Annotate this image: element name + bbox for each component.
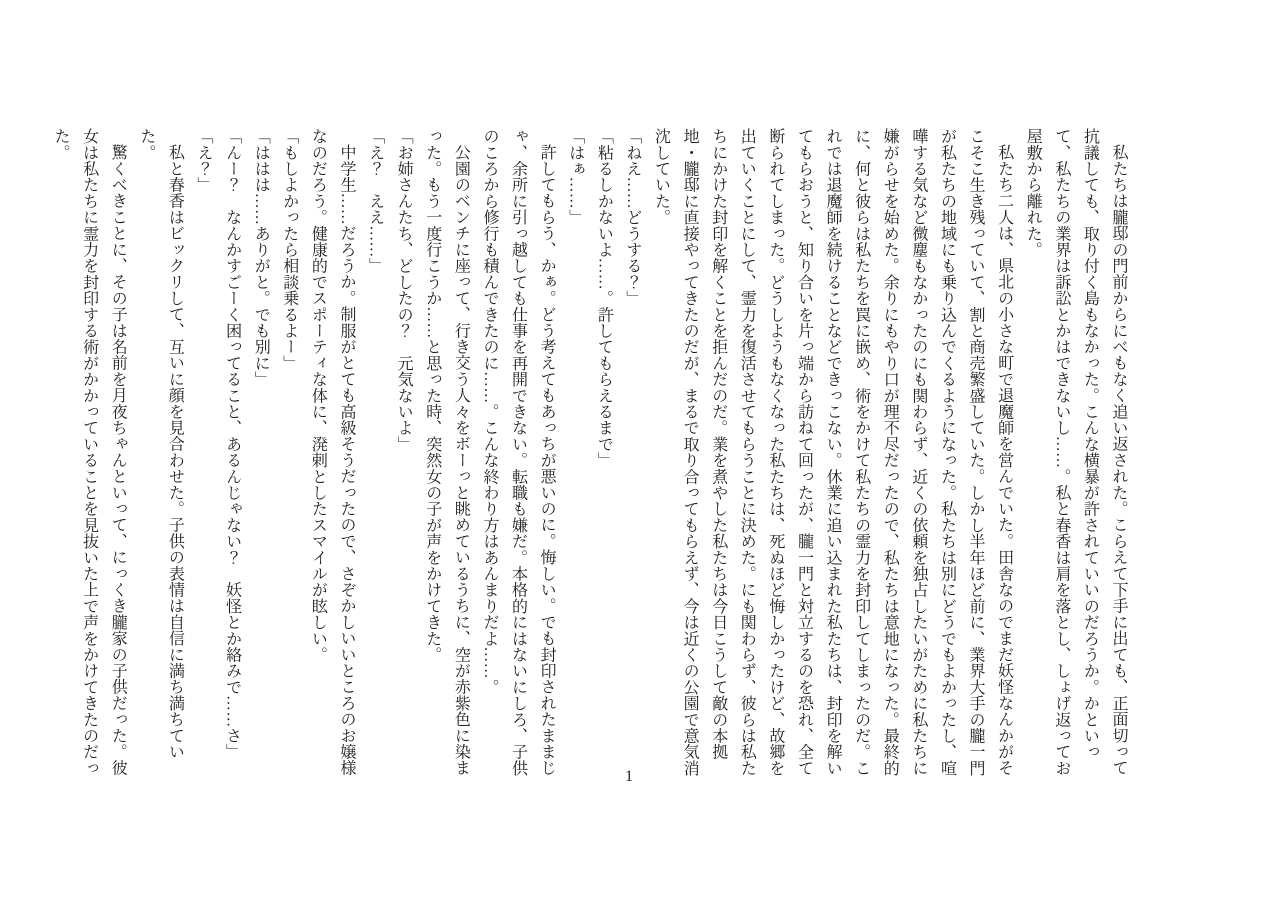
narration-paragraph: 私たち二人は、県北の小さな町で退魔師を営んでいた。田舎なのでまだ妖怪なんかがそこそこ生き残っていて、割と商売繁盛していた。しかし半年ほど前に、業界大手の朧一門が私たちの地域にも乗り込んでくるようになった。私たちは別にどうでもよかったし、喧嘩する気など微塵もなかったのにも関わらず、近くの依頼を独占したいがために私たちに嫌がらせを始めた。余りにもやり口が理不尽だったので、私たちは意地になった。最終的に、何と彼らは私たちを罠に嵌め、術をかけて私たちの霊力を封印してしまったのだ。これでは退魔師を続けることなどできっこない。休業に追い込まれた私たちは、封印を解いてもらおうと、知り合いを片っ端から訪ねて回ったが、朧一門と対立するのを恐れ、全て断られてしまった。どうしようもなくなった私たちは、死ぬほど悔しかったけど、故郷を出ていくことにして、霊力を復活させてもらうことに決めた。にも関わらず、彼らは私たちにかけた封印を解くことを拒んだのだ。業を煮やした私たちは今日こうして敵の本拠地・朧邸に直接やってきたのだが、まるで取り合ってもらえず、今は近くの公園で意気消沈していた。: [652, 128, 1013, 776]
dialogue-paragraph: 「はぁ……」: [566, 128, 584, 226]
dialogue-paragraph: 「んー？ なんかすごーく困ってること、あるんじゃない？ 妖怪とか絡みで……さ」: [223, 128, 241, 760]
page-number: 1: [625, 768, 633, 785]
dialogue-paragraph: 「ねえ……どうする？」: [623, 128, 641, 307]
dialogue-paragraph: 「え？」: [195, 128, 212, 193]
narration-paragraph: 驚くべきことに、その子は名前を月夜ちゃんといって、にっくき朧家の子供だった。彼女は私たちに霊力を封印する術がかかっていることを見抜いた上で声をかけてきたのだった。: [52, 128, 127, 776]
narration-paragraph: 私と春香はビックリして、互いに顔を見合わせた。子供の表情は自信に満ち満ちていた。: [137, 128, 184, 760]
narration-paragraph: 中学生……だろうか。制服がとても高級そうだったので、さぞかしいいところのお嬢様なのだろう。健康的でスポーティな体に、溌剌としたスマイルが眩しい。: [309, 128, 355, 776]
narration-paragraph: 許してもらう、かぁ。どう考えてもあっちが悪いのに。悔しい。でも封印されたままじゃ、余所に引っ越しても仕事を再開できない。転職も嫌だ。本格的にはないにしろ、子供のころから修行も積んできたのに……。こんな終わり方はあんまりだよ……。: [480, 128, 556, 776]
vertical-text-body: [45, 128, 1132, 780]
dialogue-paragraph: 「お姉さんたち、どしたの？ 元気ないよ」: [395, 128, 413, 452]
narration-paragraph: 公園のベンチに座って、行き交う人々をボーっと眺めているうちに、空が赤紫色に染まった。もう一度行こうか……と思った時、突然女の子が声をかけてきた。: [423, 128, 470, 776]
dialogue-paragraph: 「粘るしかないよ……。許してもらえるまで」: [595, 128, 613, 469]
narration-paragraph: 私たちは朧邸の門前からにべもなく追い返された。こらえて下手に出ても、正面切って抗議しても、取り付く島もなかった。こんな横暴が許されていいのだろうか。かといって、私たちの業界は訴訟とかはできないし……。私と春香は肩を落とし、しょげ返ってお屋敷から離れた。: [1024, 128, 1127, 776]
dialogue-paragraph: 「え？ ええ……」: [366, 128, 384, 274]
dialogue-paragraph: 「もしよかったら相談乗るよー」: [280, 128, 298, 371]
dialogue-paragraph: 「ははは……ありがと。でも別に」: [252, 128, 270, 388]
